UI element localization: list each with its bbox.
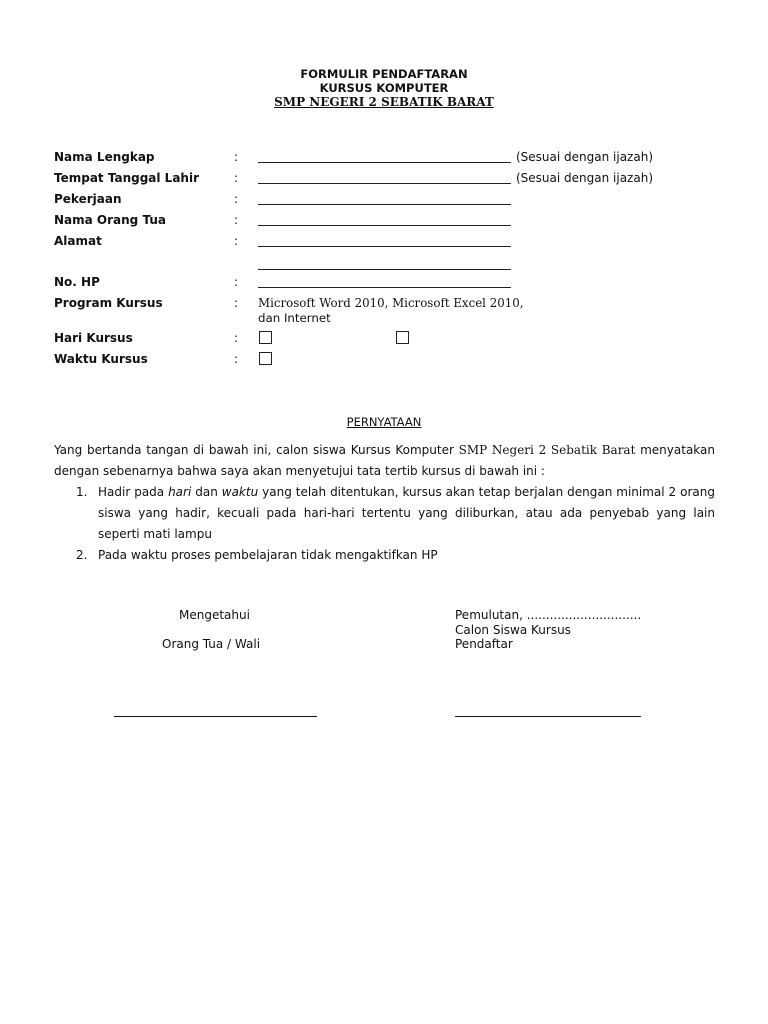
signature-line-parent[interactable] xyxy=(114,716,317,717)
intro-text: Yang bertanda tangan di bawah ini, calon siswa Kursus Komputer xyxy=(54,443,459,457)
field-nama-lengkap xyxy=(0,149,768,166)
field-colon: : xyxy=(234,150,239,164)
blank-line[interactable] xyxy=(258,269,511,270)
intro-text-end: menyatakan dengan sebenarnya bahwa saya akan menyetujui tata tertib kursus di bawah ini : xyxy=(54,443,716,478)
program-value-cont: dan Internet xyxy=(258,311,331,325)
list-item xyxy=(98,482,715,545)
school-name xyxy=(0,95,768,110)
sig-right-place-date: Pemulutan, .............................. xyxy=(455,608,642,622)
blank-line[interactable] xyxy=(258,246,511,247)
field-no-hp xyxy=(0,274,768,291)
field-label: Hari Kursus xyxy=(54,331,133,345)
field-colon: : xyxy=(234,192,239,206)
field-alamat-line-2 xyxy=(0,256,768,273)
blank-line[interactable] xyxy=(258,204,511,205)
field-colon: : xyxy=(234,171,239,185)
field-label: Program Kursus xyxy=(54,296,163,310)
field-label: Nama Orang Tua xyxy=(54,213,166,227)
list-item: Pada waktu proses pembelajaran tidak mengaktifkan HP xyxy=(98,548,438,562)
program-value: Microsoft Word 2010, Microsoft Excel 2010, xyxy=(258,296,524,310)
checkbox[interactable] xyxy=(259,352,272,365)
list-number: 1. xyxy=(76,485,88,499)
sig-right-role-2: Pendaftar xyxy=(455,637,513,651)
field-note: (Sesuai dengan ijazah) xyxy=(516,171,653,185)
field-pekerjaan xyxy=(0,191,768,208)
field-colon: : xyxy=(234,296,239,310)
field-colon: : xyxy=(234,213,239,227)
field-tempat-tanggal-lahir xyxy=(0,170,768,187)
blank-line[interactable] xyxy=(258,162,511,163)
blank-line[interactable] xyxy=(258,225,511,226)
item-text: yang telah ditentukan, kursus akan tetap berjalan dengan minimal 2 orang siswa yang hadir, kecuali pada hari-hari tertentu yang diliburkan, atau ada penyebab yang lain seperti mati lampu xyxy=(98,485,715,541)
item-emphasis: hari xyxy=(168,485,192,499)
signature-line-student[interactable] xyxy=(455,716,641,717)
field-colon: : xyxy=(234,331,239,345)
sig-right-role: Calon Siswa Kursus xyxy=(455,623,571,637)
field-label: No. HP xyxy=(54,275,100,289)
checkbox[interactable] xyxy=(396,331,409,344)
field-label: Tempat Tanggal Lahir xyxy=(54,171,200,185)
field-label: Alamat xyxy=(54,234,102,248)
sig-left-role: Orang Tua / Wali xyxy=(162,637,261,651)
item-text: Hadir pada xyxy=(98,485,169,499)
field-colon: : xyxy=(234,352,239,366)
field-label: Pekerjaan xyxy=(54,192,122,206)
item-emphasis: waktu xyxy=(221,485,259,499)
statement-intro xyxy=(54,440,715,482)
field-nama-orang-tua xyxy=(0,212,768,229)
school-name-text: SMP NEGERI 2 SEBATIK BARAT xyxy=(274,95,494,109)
field-note: (Sesuai dengan ijazah) xyxy=(516,150,653,164)
form-subtitle: KURSUS KOMPUTER xyxy=(319,81,449,95)
checkbox[interactable] xyxy=(259,331,272,344)
intro-school: SMP Negeri 2 Sebatik Barat xyxy=(458,443,636,457)
item-text: dan xyxy=(191,485,222,499)
field-waktu-kursus xyxy=(0,351,768,368)
form-title: FORMULIR PENDAFTARAN xyxy=(300,67,468,81)
sig-left-mengetahui: Mengetahui xyxy=(179,608,250,622)
field-label: Waktu Kursus xyxy=(54,352,148,366)
field-alamat xyxy=(0,233,768,250)
field-hari-kursus xyxy=(0,330,768,347)
field-program-kursus-cont xyxy=(0,310,768,327)
field-label: Nama Lengkap xyxy=(54,150,155,164)
list-number: 2. xyxy=(76,548,88,562)
blank-line[interactable] xyxy=(258,183,511,184)
blank-line[interactable] xyxy=(258,287,511,288)
field-colon: : xyxy=(234,275,239,289)
field-colon: : xyxy=(234,234,239,248)
statement-title: PERNYATAAN xyxy=(346,415,422,429)
